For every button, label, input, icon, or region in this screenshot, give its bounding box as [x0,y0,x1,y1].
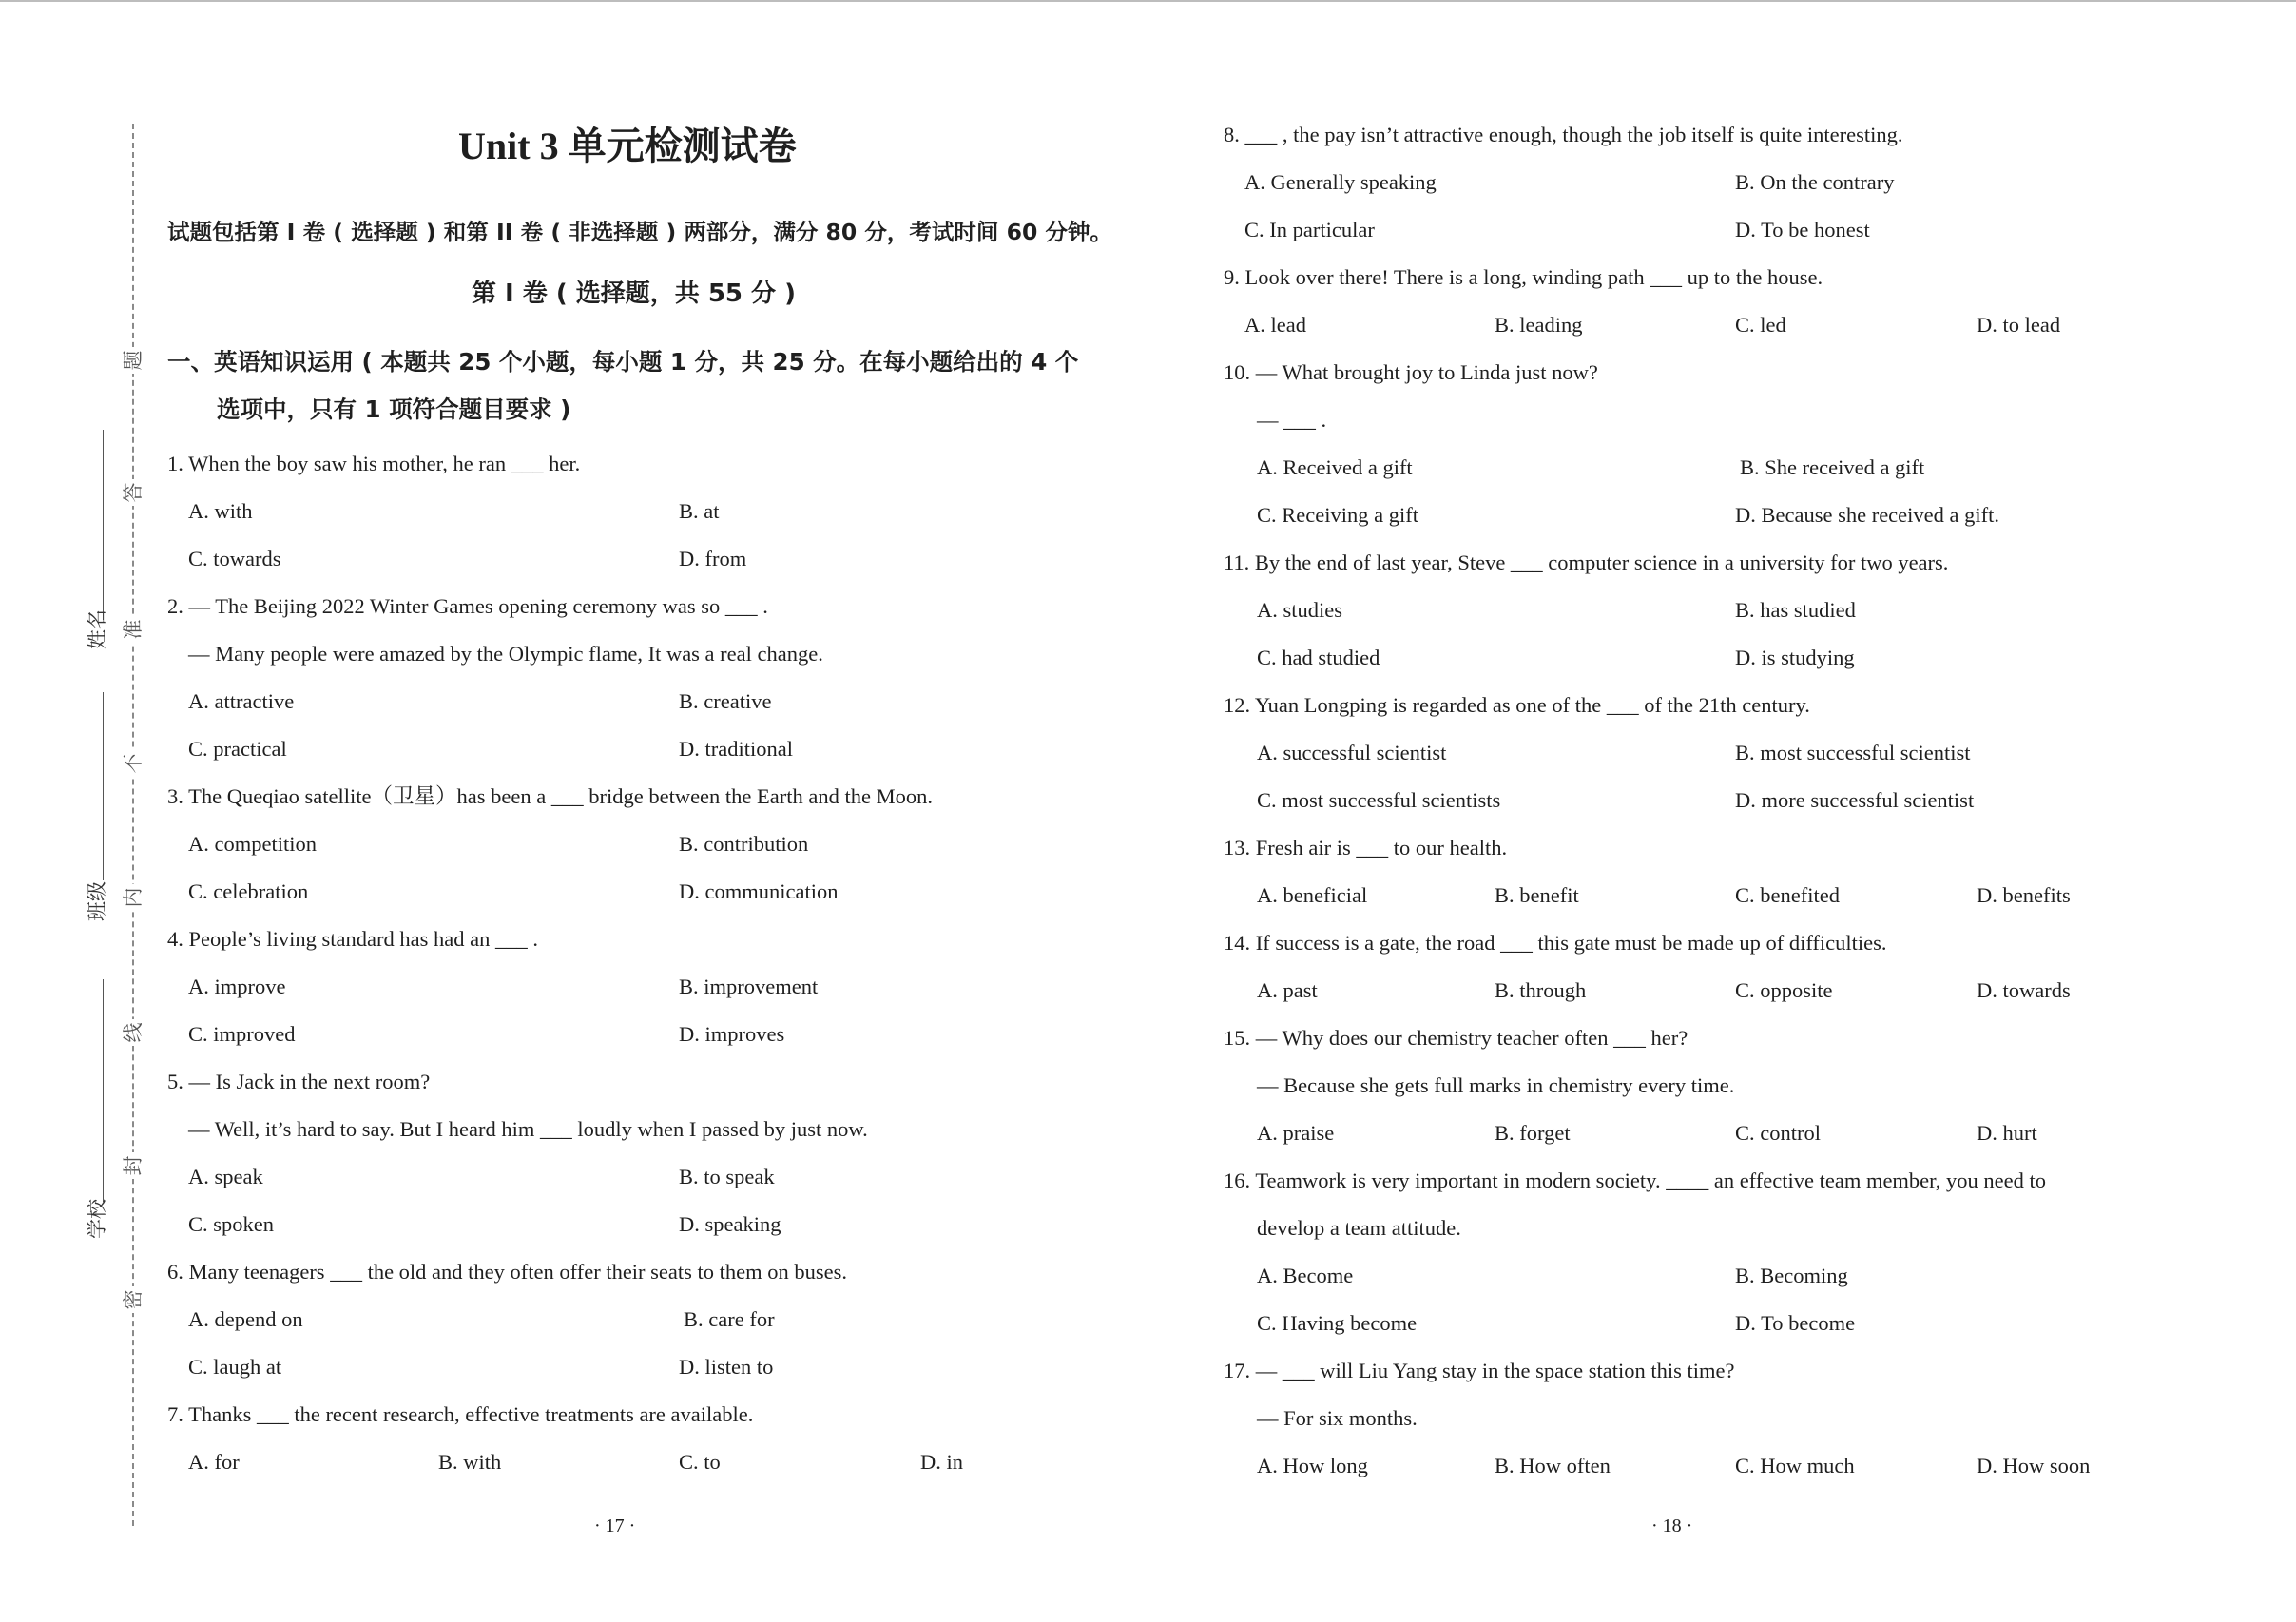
question-text-cont: develop a team attitude. [1257,1216,1461,1240]
option: B. Becoming [1735,1264,1848,1287]
option: C. improved [188,1022,296,1046]
option: D. Because she received a gift. [1735,503,1999,527]
option: B. benefit [1495,883,1579,907]
option: A. competition [188,832,317,856]
option: A. How long [1257,1454,1368,1477]
section-heading: 一、英语知识运用 ( 本题共 25 个小题，每小题 1 分，共 25 分。在每小题给出的 4 个 [167,348,1079,376]
option: C. towards [188,547,281,570]
question-text: 9. Look over there! There is a long, winding path ___ up to the house. [1224,265,1823,289]
option: C. most successful scientists [1257,788,1501,812]
margin-seal-char: 线 [120,1019,146,1046]
option: B. has studied [1735,598,1856,622]
option: C. laugh at [188,1355,282,1379]
margin-seal-char: 密 [120,1286,146,1313]
option: C. benefited [1735,883,1840,907]
class-underline [103,692,104,880]
option: D. towards [1977,978,2071,1002]
option: A. Generally speaking [1244,170,1437,194]
school-label: 学校 [86,1199,108,1239]
name-label: 姓名 [86,609,108,649]
question-text-cont: — For six months. [1257,1406,1418,1430]
option: A. Become [1257,1264,1354,1287]
question-text: 15. — Why does our chemistry teacher often ___ her? [1224,1026,1688,1050]
option: C. practical [188,737,287,761]
part-heading: 第 I 卷 ( 选择题，共 55 分 ) [472,280,796,308]
option: B. most successful scientist [1735,741,1971,764]
option: B. with [438,1450,502,1474]
exam-intro: 试题包括第 I 卷 ( 选择题 ) 和第 II 卷 ( 非选择题 ) 两部分，满分 80 分，考试时间 60 分钟。 [167,219,1112,245]
margin-seal-char: 题 [120,347,146,374]
option: D. listen to [679,1355,774,1379]
question-text: 11. By the end of last year, Steve ___ computer science in a university for two years. [1224,550,1949,574]
question-text: 8. ___ , the pay isn’t attractive enough, though the job itself is quite interesting. [1224,123,1903,146]
option: D. to lead [1977,313,2061,337]
margin-seal-char: 不 [120,750,146,777]
question-text: 13. Fresh air is ___ to our health. [1224,836,1508,859]
name-underline [103,430,104,620]
option: A. successful scientist [1257,741,1447,764]
option: C. In particular [1244,218,1375,241]
option: D. communication [679,879,839,903]
option: D. more successful scientist [1735,788,1975,812]
option: D. To be honest [1735,218,1870,241]
margin-seal-char: 内 [120,884,146,911]
top-border [0,0,2296,2]
option: C. Having become [1257,1311,1418,1335]
question-text-cont: — Well, it’s hard to say. But I heard him ___ loudly when I passed by just now. [188,1117,868,1141]
option: A. beneficial [1257,883,1368,907]
margin-seal-char: 答 [120,479,146,506]
section-heading-cont: 选项中，只有 1 项符合题目要求 ) [217,396,571,423]
option: B. How often [1495,1454,1611,1477]
option: C. Receiving a gift [1257,503,1418,527]
page-number: · 17 · [594,1516,636,1536]
option: B. forget [1495,1121,1571,1145]
margin-seal-char: 准 [120,616,146,643]
option: D. in [920,1450,963,1474]
question-text-cont: — ___ . [1257,408,1327,432]
option: B. contribution [679,832,809,856]
option: C. had studied [1257,646,1380,669]
option: D. improves [679,1022,785,1046]
question-text-cont: — Because she gets full marks in chemistry every time. [1257,1073,1735,1097]
option: C. to [679,1450,721,1474]
option: A. Received a gift [1257,455,1413,479]
page-number: · 18 · [1651,1516,1693,1536]
option: A. studies [1257,598,1342,622]
option: A. for [188,1450,240,1474]
option: B. improvement [679,975,819,998]
question-text: 6. Many teenagers ___ the old and they often offer their seats to them on buses. [167,1260,848,1284]
option: A. praise [1257,1121,1335,1145]
option: A. improve [188,975,286,998]
option: B. at [679,499,720,523]
question-text: 5. — Is Jack in the next room? [167,1070,431,1093]
option: B. care for [684,1307,775,1331]
option: B. She received a gift [1740,455,1925,479]
option: B. to speak [679,1165,775,1188]
option: C. celebration [188,879,309,903]
question-text: 2. — The Beijing 2022 Winter Games opening ceremony was so ___ . [167,594,768,618]
school-underline [103,979,104,1202]
option: B. through [1495,978,1587,1002]
option: D. hurt [1977,1121,2037,1145]
option: A. lead [1244,313,1306,337]
binding-dashed-line [132,124,134,1526]
page-title: Unit 3 单元检测试卷 [458,125,797,167]
question-text: 1. When the boy saw his mother, he ran ___ her. [167,452,581,475]
option: B. leading [1495,313,1583,337]
option: D. traditional [679,737,793,761]
question-text: 4. People’s living standard has had an ___ . [167,927,538,951]
question-text: 10. — What brought joy to Linda just now? [1224,360,1598,384]
question-text: 17. — ___ will Liu Yang stay in the space station this time? [1224,1359,1735,1382]
option: A. past [1257,978,1318,1002]
option: C. How much [1735,1454,1855,1477]
question-text: 3. The Queqiao satellite（卫星）has been a ___ bridge between the Earth and the Moon. [167,784,933,808]
question-text: 12. Yuan Longping is regarded as one of the ___ of the 21th century. [1224,693,1810,717]
option: D. benefits [1977,883,2071,907]
option: A. attractive [188,689,295,713]
question-text: 14. If success is a gate, the road ___ this gate must be made up of difficulties. [1224,931,1887,955]
option: C. control [1735,1121,1821,1145]
margin-seal-char: 封 [120,1152,146,1179]
option: B. creative [679,689,772,713]
question-text-cont: — Many people were amazed by the Olympic flame, It was a real change. [188,642,823,666]
option: D. To become [1735,1311,1856,1335]
class-label: 班级 [86,881,108,921]
option: C. spoken [188,1212,274,1236]
option: A. speak [188,1165,263,1188]
option: A. depend on [188,1307,303,1331]
question-text: 16. Teamwork is very important in modern society. ____ an effective team member, you need to [1224,1168,2046,1192]
option: D. is studying [1735,646,1855,669]
option: B. On the contrary [1735,170,1895,194]
option: C. led [1735,313,1786,337]
option: D. speaking [679,1212,781,1236]
option: D. from [679,547,747,570]
option: C. opposite [1735,978,1833,1002]
option: A. with [188,499,253,523]
option: D. How soon [1977,1454,2091,1477]
question-text: 7. Thanks ___ the recent research, effective treatments are available. [167,1402,754,1426]
